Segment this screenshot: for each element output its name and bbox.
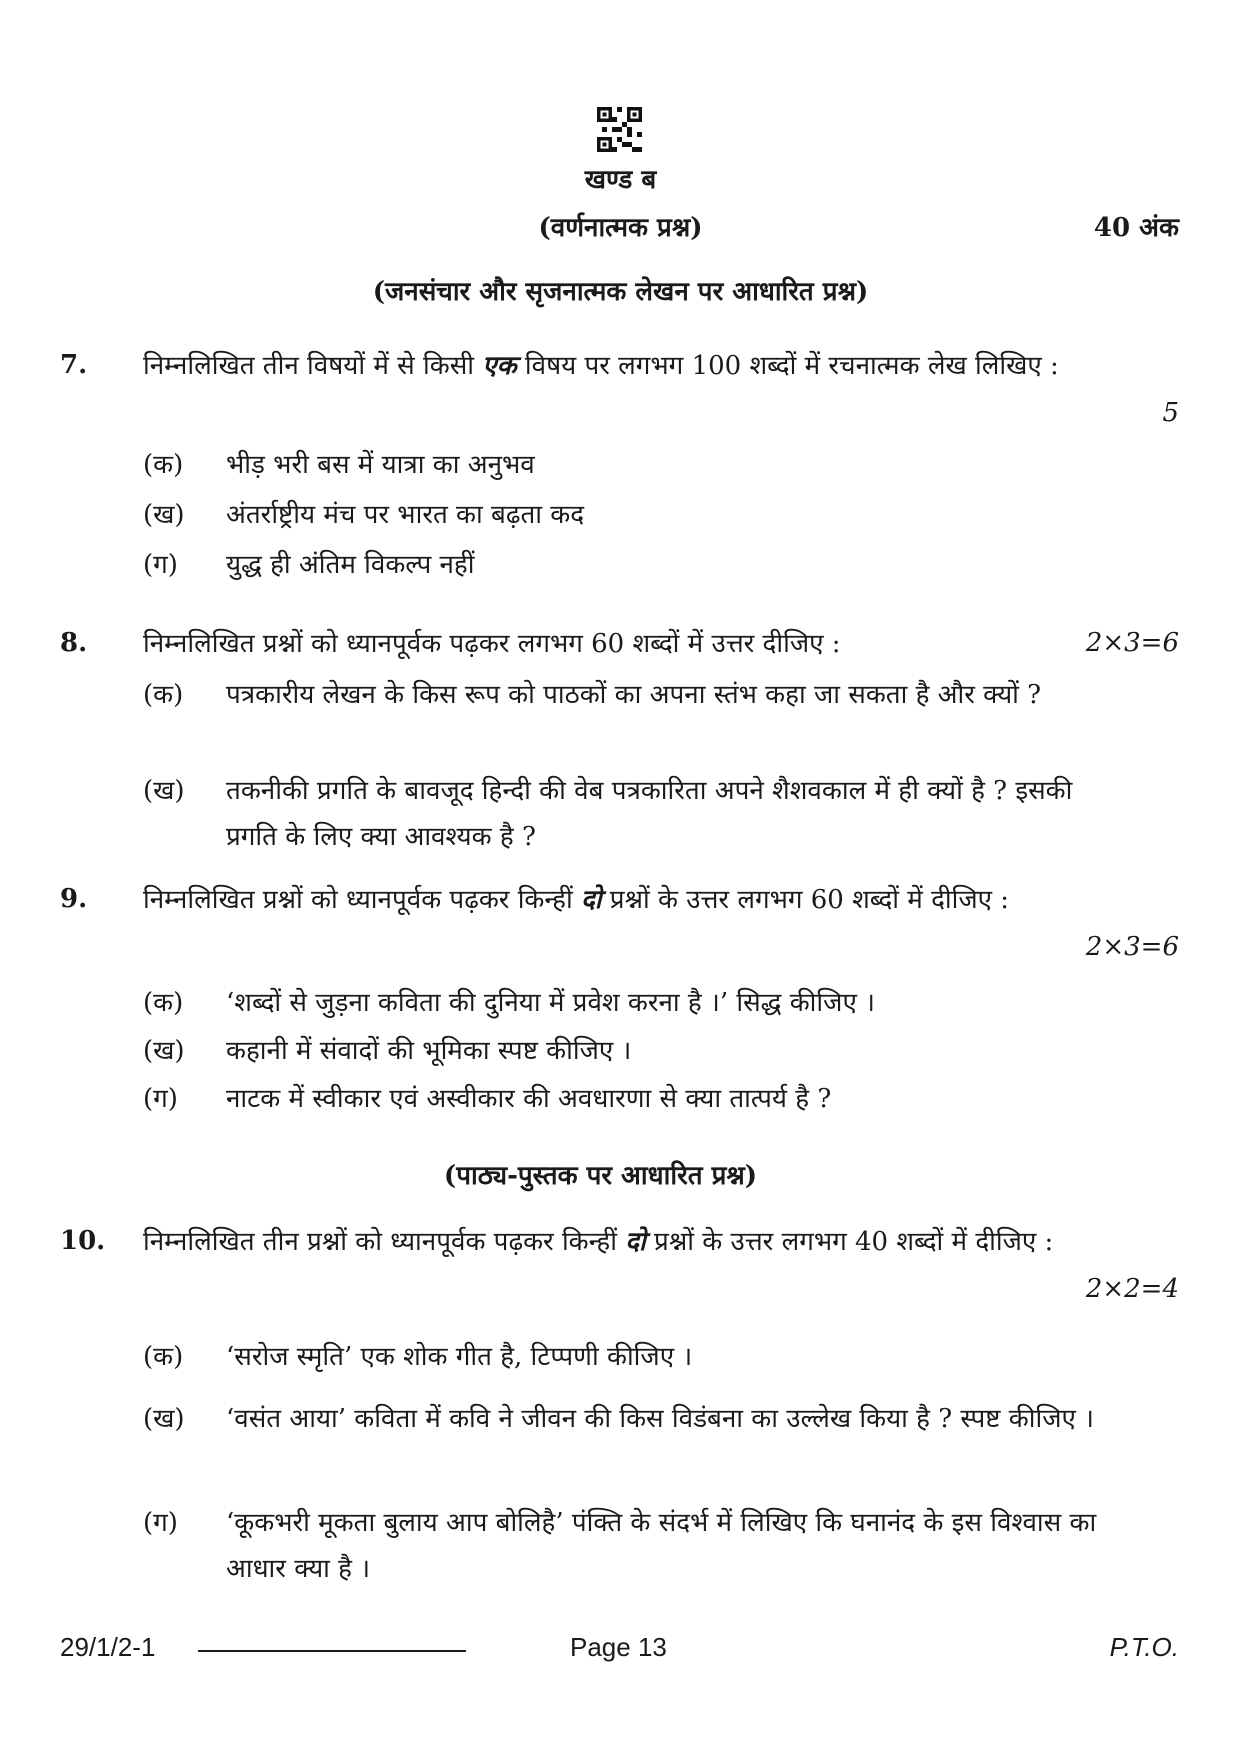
option-text: ‘कूकभरी मूकता बुलाय आप बोलिहै’ पंक्ति के संदर्भ में लिखिए कि घनानंद के इस विश्वास का आधार क्या है ।	[226, 1508, 1097, 1584]
option-label: (ग)	[143, 1508, 178, 1538]
option-label: (क)	[143, 680, 184, 710]
section-subtitle: (वर्णनात्मक प्रश्न)	[538, 213, 703, 243]
option-label: (क)	[143, 988, 184, 1018]
option-text: तकनीकी प्रगति के बावजूद हिन्दी की वेब पत्रकारिता अपने शैशवकाल में ही क्यों है ? इसकी प्रगति के लिए क्या आवश्यक है ?	[226, 776, 1073, 852]
question-number: 7.	[60, 350, 88, 380]
emphasis-word: दो	[580, 885, 602, 915]
option-text: पत्रकारीय लेखन के किस रूप को पाठकों का अपना स्तंभ कहा जा सकता है और क्यों ?	[226, 680, 1042, 710]
question-marks: 2×3=6	[1085, 628, 1179, 658]
question-number: 8.	[60, 628, 88, 658]
emphasis-word: दो	[625, 1227, 646, 1257]
option-label: (क)	[143, 450, 184, 480]
option-label: (ख)	[143, 776, 185, 806]
please-turn-over: P.T.O.	[1109, 1632, 1179, 1662]
option-label: (ग)	[143, 1084, 178, 1114]
option-text: नाटक में स्वीकार एवं अस्वीकार की अवधारणा से क्या तात्पर्य है ?	[226, 1084, 832, 1114]
page-number: Page 13	[570, 1632, 667, 1662]
option-label: (ख)	[143, 1404, 185, 1434]
option-text: ‘शब्दों से जुड़ना कविता की दुनिया में प्रवेश करना है ।’ सिद्ध कीजिए ।	[226, 988, 875, 1018]
option-label: (ख)	[143, 1036, 185, 1066]
question-text: निम्नलिखित तीन प्रश्नों को ध्यानपूर्वक पढ़कर किन्हीं दो प्रश्नों के उत्तर लगभग 40 शब्दों में दीजिए :	[143, 1227, 1054, 1257]
question-text: निम्नलिखित तीन विषयों में से किसी एक विषय पर लगभग 100 शब्दों में रचनात्मक लेख लिखिए :	[143, 351, 1059, 381]
question-text: निम्नलिखित प्रश्नों को ध्यानपूर्वक पढ़कर किन्हीं दो प्रश्नों के उत्तर लगभग 60 शब्दों में दीजिए :	[143, 885, 1010, 915]
question-marks: 2×3=6	[1085, 932, 1179, 962]
question-number: 10.	[60, 1226, 106, 1256]
option-text: कहानी में संवादों की भूमिका स्पष्ट कीजिए ।	[226, 1036, 632, 1066]
option-text: ‘वसंत आया’ कविता में कवि ने जीवन की किस विडंबना का उल्लेख किया है ? स्पष्ट कीजिए ।	[226, 1404, 1094, 1434]
section-marks: 40 अंक	[1093, 213, 1179, 243]
question-number: 9.	[60, 884, 88, 914]
section-title: खण्ड ब	[584, 165, 657, 195]
emphasis-word: एक	[482, 351, 517, 381]
qr-code-icon	[597, 107, 642, 152]
option-label: (ख)	[143, 500, 185, 530]
question-marks: 2×2=4	[1085, 1274, 1179, 1304]
question-text: निम्नलिखित प्रश्नों को ध्यानपूर्वक पढ़कर लगभग 60 शब्दों में उत्तर दीजिए :	[143, 629, 841, 659]
group-title-textbook: (पाठ्य-पुस्तक पर आधारित प्रश्न)	[443, 1161, 758, 1191]
group-title-mass-communication: (जनसंचार और सृजनात्मक लेखन पर आधारित प्रश्न)	[372, 277, 869, 307]
option-label: (ग)	[143, 550, 178, 580]
option-text: अंतर्राष्ट्रीय मंच पर भारत का बढ़ता कद	[226, 500, 585, 530]
question-marks: 5	[1162, 398, 1179, 428]
footer-divider	[198, 1650, 466, 1652]
option-text: ‘सरोज स्मृति’ एक शोक गीत है, टिप्पणी कीजिए ।	[226, 1342, 693, 1372]
option-text: भीड़ भरी बस में यात्रा का अनुभव	[226, 450, 535, 480]
option-text: युद्ध ही अंतिम विकल्प नहीं	[226, 550, 475, 580]
option-label: (क)	[143, 1342, 184, 1372]
paper-code: 29/1/2-1	[60, 1632, 156, 1662]
